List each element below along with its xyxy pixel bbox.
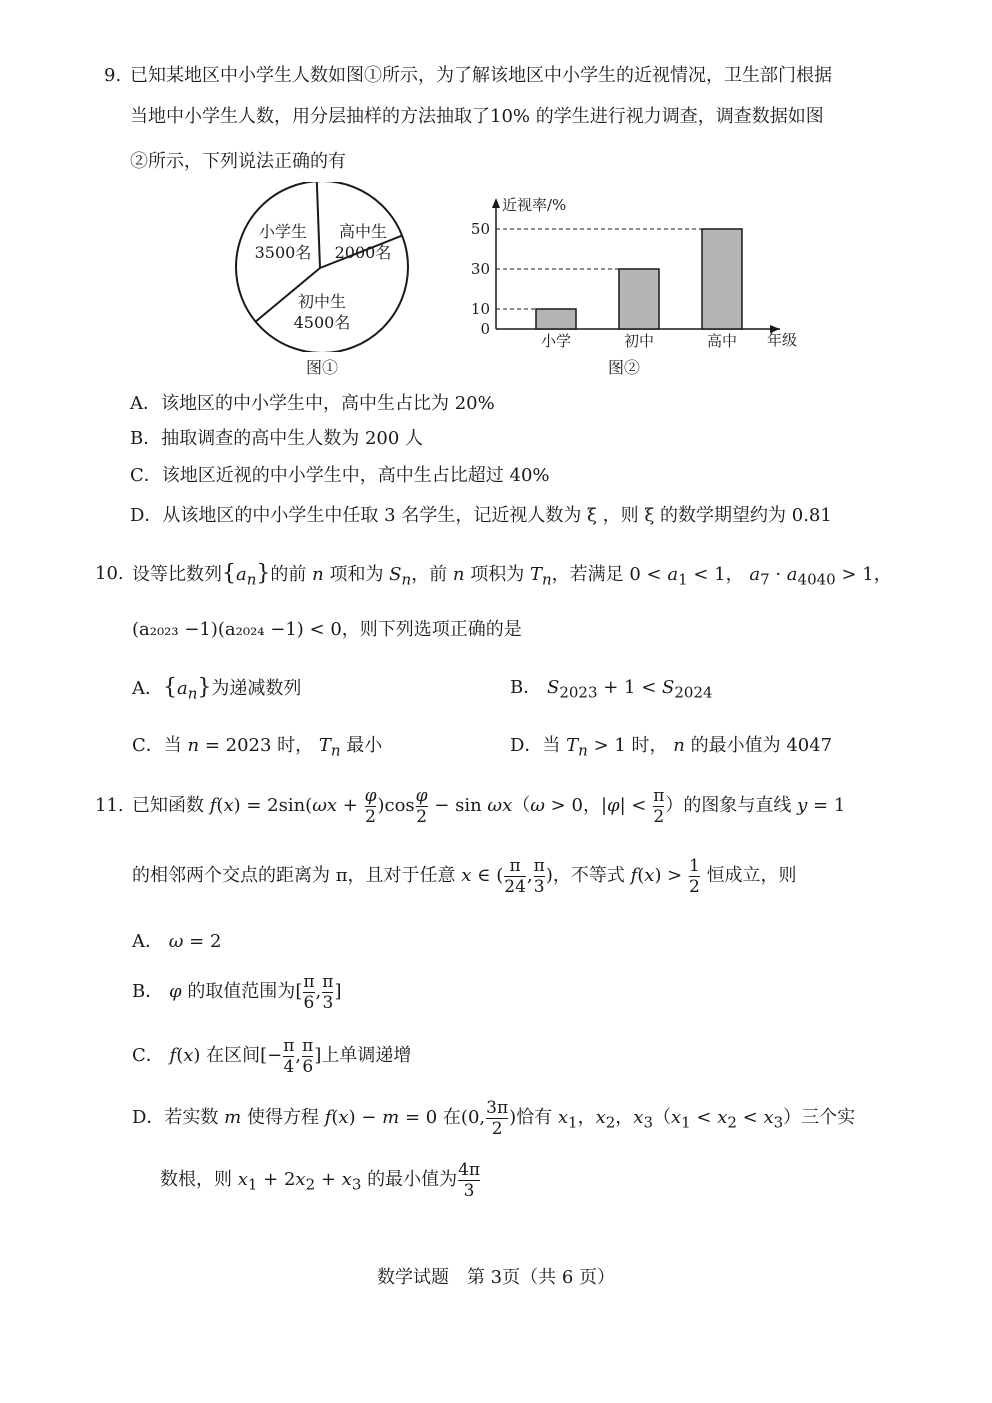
bar-chart-ylabel: 近视率/%: [502, 196, 567, 214]
pie-divider-0: [317, 182, 320, 268]
bar-chart-xlabel: 年级: [767, 331, 798, 349]
q11-option-a: A． ω = 2: [132, 931, 222, 952]
bar-chart-ytick-0: 0: [480, 320, 490, 338]
q11-option-d-line2: 数根，则 $x_1 + 2x_2 + x_3$ 的最小值为 $\frac{4\pi}{3}$: [160, 1159, 481, 1201]
bar-chart-category-1: 初中: [623, 332, 655, 350]
q9-option-d: D．从该地区的中小学生中任取 3 名学生，记近视人数为 ξ ，则 ξ 的数学期望约为 0.81: [130, 505, 832, 526]
q10-option-b: B． $S_{2023} + 1 < S_{2024}$: [510, 677, 713, 702]
figure1-caption: 图①: [306, 358, 339, 377]
pie-label-primary-name: 小学生: [258, 222, 308, 241]
bar-chart-figure: [462, 188, 812, 358]
q11-option-b: B． φ 的取值范围为[ $\frac{\pi}{6}$ , $\frac{\pi}{3}$ ]: [132, 971, 342, 1013]
bar-chart-category-0: 小学: [540, 332, 572, 350]
q11-stem-line1: 已知函数 f(x) = 2sin(ωx + $\frac{\varphi}{2}$ )cos $\frac{\varphi}{2}$ − sin ωx（ω > 0，|φ| < $\frac{\pi}{2}$ ）的图象与直线 y = 1: [132, 785, 846, 827]
q10-stem-line1: 设等比数列$\{a_n\}$的前 n 项和为 $S_n$，前 n 项积为 $T_n$，若满足 $0 < a_1 < 1$， $a_7 \cdot a_{4040} > 1$，: [132, 561, 892, 589]
q9-stem-line3: ②所示，下列说法正确的有: [130, 151, 346, 172]
pie-chart-figure: [225, 182, 425, 352]
pie-label-middle-name: 初中生: [297, 292, 347, 311]
bar-2: [702, 229, 742, 329]
q9-number: 9.: [104, 65, 122, 86]
figure2-caption: 图②: [608, 358, 641, 377]
q9-stem-line1: 已知某地区中小学生人数如图①所示，为了解该地区中小学生的近视情况，卫生部门根据: [130, 65, 832, 86]
q11-option-c: C． f(x) 在区间[− $\frac{\pi}{4}$ , $\frac{\pi}{6}$ ]上单调递增: [132, 1035, 412, 1077]
pie-label-middle-count: 4500名: [293, 313, 351, 332]
q10-number: 10.: [95, 563, 124, 584]
bar-chart-category-2: 高中: [706, 332, 738, 350]
pie-label-high-name: 高中生: [338, 222, 388, 241]
bar-chart-y-arrow: [492, 198, 500, 208]
q9-option-c: C．该地区近视的中小学生中，高中生占比超过 40%: [130, 465, 550, 486]
bar-chart-ytick-50: 50: [470, 220, 490, 238]
bar-0: [536, 309, 576, 329]
q10-option-d: D．当 $T_n > 1$ 时， n 的最小值为 4047: [510, 735, 833, 760]
bar-chart-ytick-30: 30: [470, 260, 490, 278]
bar-chart-ytick-10: 10: [470, 300, 490, 318]
q10-option-a: A．$\{a_n\}$为递减数列: [132, 675, 302, 703]
q9-option-a: A．该地区的中小学生中，高中生占比为 20%: [130, 393, 495, 414]
q9-stem-line2: 当地中小学生人数，用分层抽样的方法抽取了10% 的学生进行视力调查，调查数据如图: [130, 106, 824, 127]
q11-number: 11.: [95, 795, 124, 816]
q9-option-b: B．抽取调查的高中生人数为 200 人: [130, 428, 424, 449]
q10-option-c: C．当 n = 2023 时， $T_n$ 最小: [132, 735, 383, 760]
pie-label-high-count: 2000名: [334, 243, 392, 262]
q11-stem-line2: 的相邻两个交点的距离为 π，且对于任意 x ∈ ( $\frac{\pi}{24}$ , $\frac{\pi}{3}$ )，不等式 f(x) > $\frac{1}{2}$ 恒成立，则: [132, 855, 797, 897]
bar-1: [619, 269, 659, 329]
pie-label-primary-count: 3500名: [254, 243, 312, 262]
page-footer: 数学试题 第 3页（共 6 页）: [376, 1267, 616, 1288]
q11-option-d: D．若实数 m 使得方程 f(x) − m = 0 在(0, $\frac{3\pi}{2}$ )恰有 $x_1$，$x_2$，$x_3(x_1 < x_2 < x_3)$三个实: [132, 1097, 856, 1139]
q10-stem-line2: (a₂₀₂₃ −1)(a₂₀₂₄ −1) < 0，则下列选项正确的是: [132, 619, 522, 640]
